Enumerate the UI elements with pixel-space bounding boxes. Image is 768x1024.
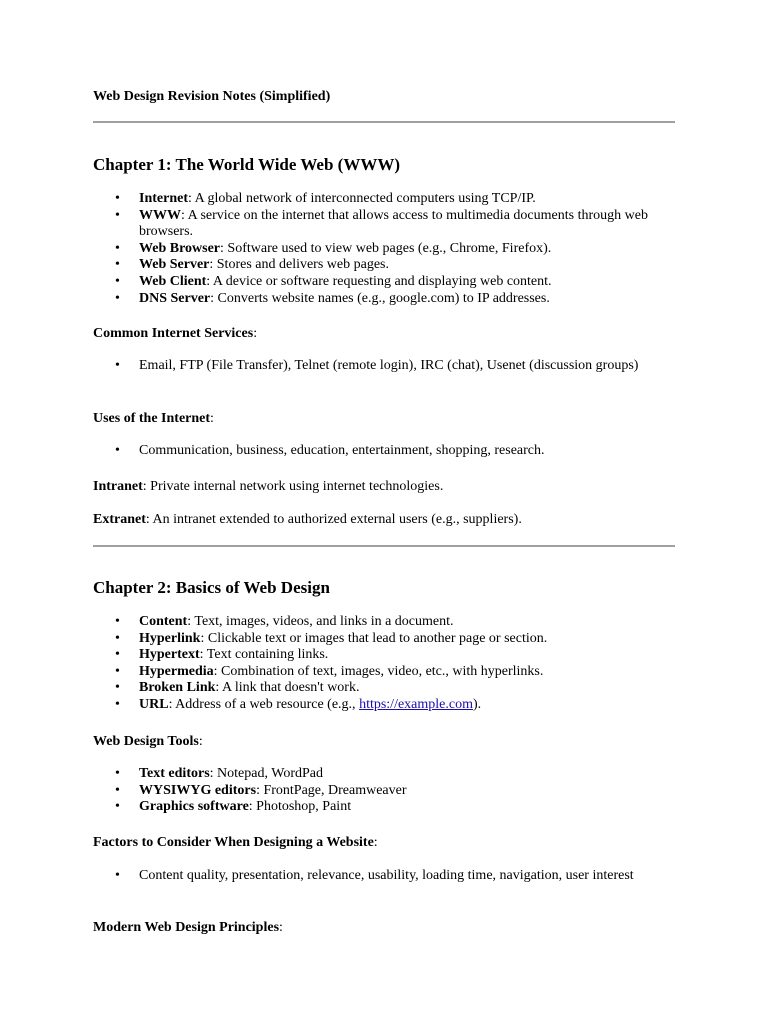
chapter-1-definition-list [93, 191, 675, 307]
list-item [93, 664, 675, 681]
bullet-icon: • [115, 799, 120, 815]
list-item-text: Email, FTP (File Transfer), Telnet (remote login), IRC (chat), Usenet (discussion groups) [139, 358, 639, 373]
services-heading-label: Common Internet Services [93, 326, 254, 341]
services-list [93, 358, 675, 375]
list-item [93, 647, 675, 664]
list-item [93, 208, 675, 241]
term: Web Server [139, 257, 210, 273]
list-item [93, 680, 675, 697]
heading-colon: : [253, 326, 258, 341]
bullet-icon: • [115, 358, 120, 373]
term: Intranet [93, 479, 143, 494]
list-item [93, 697, 675, 714]
definition: : An intranet extended to authorized external users (e.g., suppliers). [145, 512, 522, 527]
uses-heading [93, 410, 675, 427]
definition: : Address of a web resource (e.g., [168, 696, 360, 712]
bullet-icon: • [115, 290, 120, 306]
extranet-definition [93, 511, 675, 528]
horizontal-divider [93, 545, 675, 547]
bullet-icon: • [115, 273, 120, 289]
chapter-2-definition-list [93, 614, 675, 714]
definition: : A device or software requesting and displaying web content. [206, 273, 552, 289]
bullet-icon: • [115, 696, 120, 712]
bullet-icon: • [115, 680, 120, 696]
term: URL [139, 696, 169, 712]
chapter-2-heading: Chapter 2: Basics of Web Design [93, 578, 330, 597]
bullet-icon: • [115, 443, 120, 458]
list-item-text: Content quality, presentation, relevance, usability, loading time, navigation, user interest [139, 868, 634, 883]
bullet-icon: • [115, 257, 120, 273]
heading-colon: : [373, 835, 378, 850]
list-item [93, 443, 675, 460]
bullet-icon: • [115, 766, 120, 781]
term: Broken Link [139, 680, 216, 696]
bullet-icon: • [115, 207, 120, 223]
intranet-definition [93, 478, 675, 495]
bullet-icon: • [115, 240, 120, 256]
definition: : Software used to view web pages (e.g., Chrome, Firefox). [220, 240, 552, 256]
uses-list [93, 443, 675, 460]
list-item [93, 241, 675, 258]
list-item-text: Communication, business, education, entertainment, shopping, research. [139, 443, 545, 458]
definition: : A service on the internet that allows access to multimedia documents through web browsers. [139, 207, 648, 240]
term: WYSIWYG editors [139, 782, 257, 798]
definition: : Text containing links. [199, 647, 329, 663]
factors-heading-label: Factors to Consider When Designing a Website [93, 835, 374, 850]
term: Web Browser [139, 240, 221, 256]
list-item [93, 274, 675, 291]
definition: : Photoshop, Paint [248, 799, 352, 815]
bullet-icon: • [115, 191, 120, 206]
term: Web Client [139, 273, 207, 289]
term: Internet [139, 191, 188, 206]
list-item [93, 614, 675, 631]
factors-heading [93, 834, 675, 851]
definition: : Notepad, WordPad [209, 766, 323, 781]
definition: : Converts website names (e.g., google.com) to IP addresses. [210, 290, 550, 306]
tools-heading [93, 733, 675, 750]
heading-colon: : [279, 920, 283, 935]
principles-heading-label: Modern Web Design Principles [93, 920, 280, 935]
tools-heading-label: Web Design Tools [93, 734, 199, 749]
services-heading [93, 325, 675, 342]
term: Content [139, 614, 188, 629]
list-item [93, 868, 675, 885]
bullet-icon: • [115, 868, 120, 883]
definition: : Private internal network using internet technologies. [142, 479, 444, 494]
term: Text editors [139, 766, 210, 781]
bullet-icon: • [115, 663, 120, 679]
chapter-1-heading: Chapter 1: The World Wide Web (WWW) [93, 155, 400, 174]
list-item [93, 799, 675, 816]
term: Hyperlink [139, 630, 201, 646]
heading-colon: : [210, 411, 214, 426]
heading-colon: : [198, 734, 203, 749]
list-item [93, 631, 675, 648]
definition: : Combination of text, images, video, etc., with hyperlinks. [213, 663, 544, 679]
principles-heading [93, 919, 675, 936]
list-item [93, 291, 675, 308]
definition: : A global network of interconnected computers using TCP/IP. [188, 191, 536, 206]
definition: : Text, images, videos, and links in a document. [187, 614, 454, 629]
tools-list [93, 766, 675, 816]
term: Graphics software [139, 799, 249, 815]
term: WWW [139, 207, 181, 223]
definition: : FrontPage, Dreamweaver [256, 782, 407, 798]
list-item [93, 766, 675, 783]
example-url-link[interactable]: https://example.com [359, 696, 473, 712]
bullet-icon: • [115, 782, 120, 798]
horizontal-divider [93, 121, 675, 123]
list-item [93, 783, 675, 800]
factors-list [93, 868, 675, 885]
term: Extranet [93, 512, 146, 527]
definition: : A link that doesn't work. [215, 680, 360, 696]
list-item [93, 191, 675, 208]
list-item [93, 257, 675, 274]
term: DNS Server [139, 290, 211, 306]
definition: : Stores and delivers web pages. [209, 257, 389, 273]
bullet-icon: • [115, 647, 120, 663]
term: Hypertext [139, 647, 200, 663]
document-title: Web Design Revision Notes (Simplified) [93, 89, 331, 104]
bullet-icon: • [115, 614, 120, 629]
definition-end: ). [472, 696, 482, 712]
bullet-icon: • [115, 630, 120, 646]
uses-heading-label: Uses of the Internet [93, 411, 211, 426]
term: Hypermedia [139, 663, 214, 679]
list-item [93, 358, 675, 375]
definition: : Clickable text or images that lead to another page or section. [200, 630, 548, 646]
